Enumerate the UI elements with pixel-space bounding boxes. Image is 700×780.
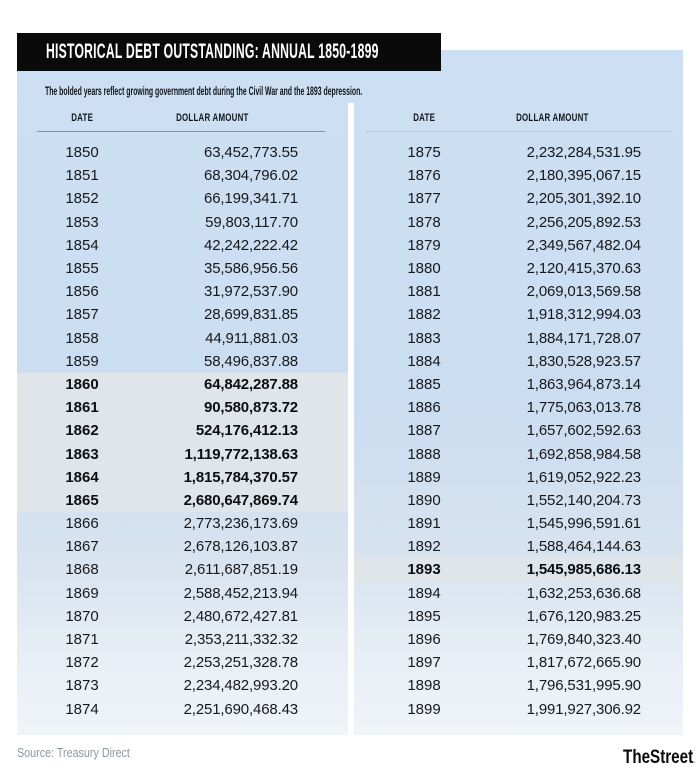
table-row (354, 280, 683, 303)
year-cell: 1876 (407, 167, 441, 185)
table-row (354, 373, 683, 396)
amount-cell: 2,773,236,173.69 (183, 515, 298, 533)
table-row (17, 350, 348, 373)
amount-cell: 1,775,063,013.78 (526, 399, 641, 417)
table-row (17, 187, 348, 210)
table-row (354, 164, 683, 187)
table-row (354, 350, 683, 373)
amount-cell: 2,480,672,427.81 (183, 607, 298, 625)
year-cell: 1886 (407, 399, 441, 417)
year-cell: 1895 (407, 607, 441, 625)
table-row (354, 442, 683, 465)
table-row (354, 466, 683, 489)
amount-cell: 58,496,837.88 (204, 352, 298, 370)
info-panel (17, 50, 683, 735)
year-cell: 1868 (65, 561, 99, 579)
year-cell: 1866 (65, 515, 99, 533)
table-row (354, 489, 683, 512)
year-cell: 1894 (407, 584, 441, 602)
table-row (354, 327, 683, 350)
year-cell: 1870 (65, 607, 99, 625)
amount-cell: 2,678,126,103.87 (183, 538, 298, 556)
table-body-right (354, 141, 683, 721)
table-row (354, 211, 683, 234)
header-underline (366, 131, 672, 132)
table-row (17, 628, 348, 651)
table-row (354, 674, 683, 697)
amount-cell: 2,256,205,892.53 (526, 213, 641, 231)
brand-mark: . (692, 755, 695, 765)
amount-cell: 1,545,996,591.61 (526, 515, 641, 533)
amount-cell: 524,176,412.13 (195, 422, 298, 440)
amount-cell: 31,972,537.90 (204, 283, 298, 301)
amount-cell: 2,349,567,482.04 (526, 236, 641, 254)
table-row (354, 512, 683, 535)
year-cell: 1892 (407, 538, 441, 556)
amount-cell: 1,769,840,323.40 (526, 631, 641, 649)
year-cell: 1887 (407, 422, 441, 440)
table-row (17, 489, 348, 512)
table-row (354, 628, 683, 651)
page-title: HISTORICAL DEBT OUTSTANDING: ANNUAL 1850-1899 (46, 40, 379, 63)
table-row (17, 396, 348, 419)
table-row (354, 396, 683, 419)
amount-cell: 2,120,415,370.63 (526, 260, 641, 278)
brand-text: TheStreet (622, 747, 693, 768)
table-row (17, 674, 348, 697)
year-cell: 1899 (407, 700, 441, 718)
year-cell: 1893 (407, 561, 441, 579)
year-cell: 1896 (407, 631, 441, 649)
year-cell: 1885 (407, 375, 441, 393)
year-cell: 1879 (407, 236, 441, 254)
year-cell: 1850 (65, 144, 99, 162)
table-row (17, 373, 348, 396)
table-row (17, 535, 348, 558)
year-cell: 1881 (407, 283, 441, 301)
amount-cell: 1,657,602,592.63 (526, 422, 641, 440)
amount-cell: 1,817,672,665.90 (526, 654, 641, 672)
table-row (17, 327, 348, 350)
year-cell: 1855 (65, 260, 99, 278)
year-cell: 1898 (407, 677, 441, 695)
year-cell: 1873 (65, 677, 99, 695)
amount-cell: 2,588,452,213.94 (183, 584, 298, 602)
amount-cell: 1,545,985,686.13 (526, 561, 641, 579)
table-row (354, 141, 683, 164)
amount-cell: 2,205,301,392.10 (526, 190, 641, 208)
column-header-row (354, 103, 683, 131)
year-cell: 1883 (407, 329, 441, 347)
amount-cell: 2,353,211,332.32 (184, 631, 298, 649)
amount-cell: 2,234,482,993.20 (183, 677, 298, 695)
amount-cell: 1,884,171,728.07 (526, 329, 641, 347)
amount-cell: 2,232,284,531.95 (526, 144, 641, 162)
year-cell: 1860 (65, 375, 99, 393)
subtitle-note: The bolded years reflect growing government debt during the Civil War and the 1893 depression. (45, 86, 363, 98)
amount-cell: 2,251,690,468.43 (183, 700, 298, 718)
amount-cell: 64,842,287.88 (204, 375, 298, 393)
amount-cell: 63,452,773.55 (204, 144, 298, 162)
table-row (354, 419, 683, 442)
year-cell: 1854 (65, 236, 99, 254)
amount-cell: 1,588,464,144.63 (526, 538, 641, 556)
table-row (17, 141, 348, 164)
year-cell: 1852 (65, 190, 99, 208)
year-cell: 1890 (407, 491, 441, 509)
year-cell: 1897 (407, 654, 441, 672)
table-row (354, 187, 683, 210)
debt-table-left (17, 103, 348, 735)
year-cell: 1878 (407, 213, 441, 231)
year-cell: 1862 (65, 422, 99, 440)
year-cell: 1882 (407, 306, 441, 324)
year-cell: 1853 (65, 213, 99, 231)
amount-cell: 1,815,784,370.57 (183, 468, 298, 486)
year-cell: 1864 (65, 468, 99, 486)
amount-cell: 2,253,251,328.78 (183, 654, 298, 672)
debt-table-right (354, 103, 683, 735)
year-cell: 1861 (65, 399, 99, 417)
table-row (17, 512, 348, 535)
year-cell: 1872 (65, 654, 99, 672)
amount-cell: 1,619,052,922.23 (526, 468, 641, 486)
year-cell: 1877 (407, 190, 441, 208)
table-row (17, 280, 348, 303)
table-row (354, 257, 683, 280)
year-cell: 1859 (65, 352, 99, 370)
table-row (354, 535, 683, 558)
table-row (17, 303, 348, 326)
table-row (354, 582, 683, 605)
amount-cell: 66,199,341.71 (204, 190, 298, 208)
brand-logo (623, 747, 695, 769)
year-cell: 1871 (65, 631, 99, 649)
amount-cell: 1,676,120,983.25 (526, 607, 641, 625)
amount-cell: 1,796,531,995.90 (526, 677, 641, 695)
table-row (17, 419, 348, 442)
table-row (17, 211, 348, 234)
amount-cell: 1,918,312,994.03 (526, 306, 641, 324)
year-cell: 1858 (65, 329, 99, 347)
table-body-left (17, 141, 348, 721)
amount-cell: 1,119,772,138.63 (184, 445, 298, 463)
table-row (17, 234, 348, 257)
year-cell: 1875 (407, 144, 441, 162)
year-cell: 1889 (407, 468, 441, 486)
table-row (354, 234, 683, 257)
col-header-date: DATE (71, 112, 93, 124)
table-row (17, 164, 348, 187)
year-cell: 1851 (65, 167, 99, 185)
year-cell: 1863 (65, 445, 99, 463)
header-underline (37, 131, 325, 132)
year-cell: 1888 (407, 445, 441, 463)
year-cell: 1856 (65, 283, 99, 301)
amount-cell: 28,699,831.85 (204, 306, 298, 324)
table-row (354, 558, 683, 581)
year-cell: 1880 (407, 260, 441, 278)
source-credit: Source: Treasury Direct (17, 746, 130, 760)
year-cell: 1865 (65, 491, 99, 509)
amount-cell: 2,611,687,851.19 (184, 561, 298, 579)
amount-cell: 1,991,927,306.92 (526, 700, 641, 718)
table-row (17, 651, 348, 674)
table-row (17, 698, 348, 721)
table-row (17, 605, 348, 628)
year-cell: 1857 (65, 306, 99, 324)
amount-cell: 2,680,647,869.74 (183, 491, 298, 509)
col-header-date: DATE (413, 112, 435, 124)
col-header-amount: DOLLAR AMOUNT (516, 112, 589, 124)
amount-cell: 1,863,964,873.14 (526, 375, 641, 393)
title-bar (17, 33, 441, 71)
table-row (354, 303, 683, 326)
table-row (17, 466, 348, 489)
amount-cell: 1,830,528,923.57 (526, 352, 641, 370)
amount-cell: 1,552,140,204.73 (526, 491, 641, 509)
column-header-row (17, 103, 348, 131)
table-columns (17, 103, 683, 735)
amount-cell: 44,911,881.03 (205, 329, 298, 347)
table-row (17, 582, 348, 605)
table-row (17, 442, 348, 465)
table-row (354, 698, 683, 721)
amount-cell: 2,069,013,569.58 (526, 283, 641, 301)
table-row (17, 257, 348, 280)
amount-cell: 1,692,858,984.58 (526, 445, 641, 463)
col-header-amount: DOLLAR AMOUNT (176, 112, 249, 124)
amount-cell: 1,632,253,636.68 (526, 584, 641, 602)
table-row (17, 558, 348, 581)
year-cell: 1867 (65, 538, 99, 556)
year-cell: 1884 (407, 352, 441, 370)
year-cell: 1874 (65, 700, 99, 718)
amount-cell: 35,586,956.56 (204, 260, 298, 278)
amount-cell: 68,304,796.02 (204, 167, 298, 185)
amount-cell: 42,242,222.42 (204, 236, 298, 254)
table-row (354, 651, 683, 674)
table-row (354, 605, 683, 628)
amount-cell: 59,803,117.70 (205, 213, 298, 231)
amount-cell: 2,180,395,067.15 (526, 167, 641, 185)
year-cell: 1891 (407, 515, 441, 533)
year-cell: 1869 (65, 584, 99, 602)
amount-cell: 90,580,873.72 (204, 399, 298, 417)
